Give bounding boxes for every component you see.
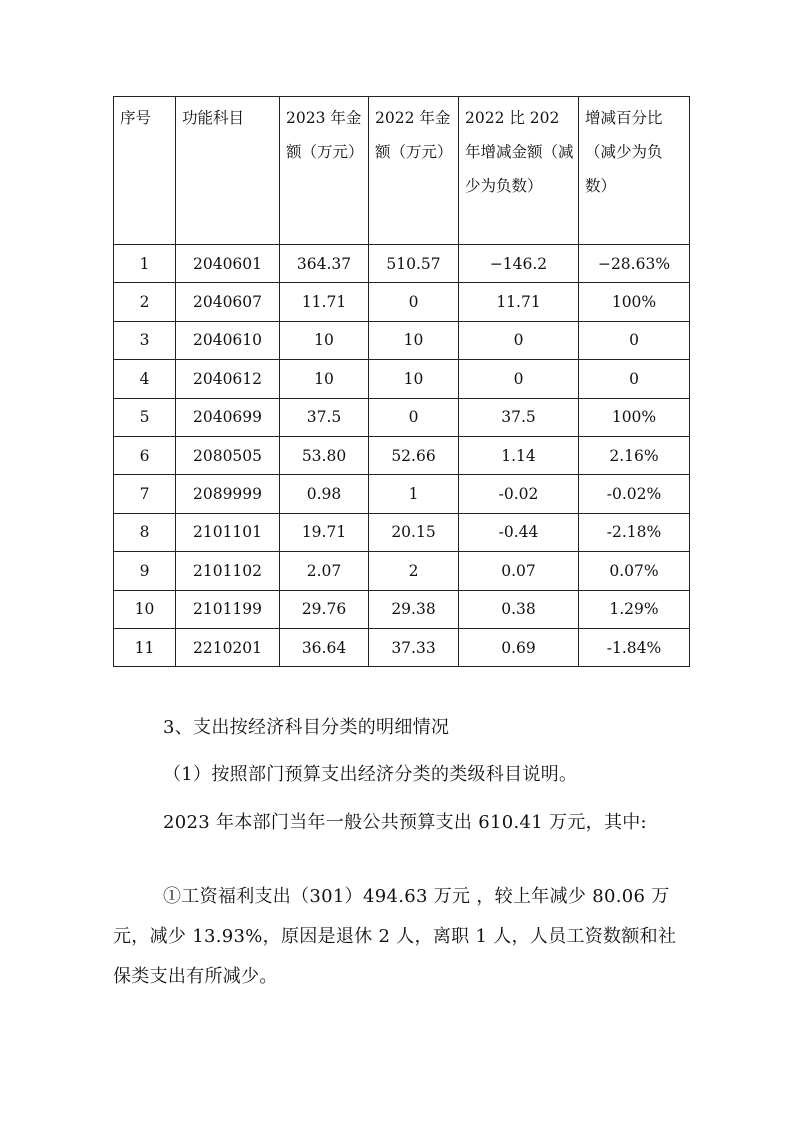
cell-2023-amount: 0.98 (280, 475, 369, 513)
cell-2023-amount: 364.37 (280, 245, 369, 283)
cell-index: 1 (114, 245, 176, 283)
table-row (114, 398, 690, 436)
table-row (114, 628, 690, 666)
cell-subject-code: 2040607 (176, 283, 280, 321)
cell-index: 10 (114, 590, 176, 628)
cell-2022-amount: 10 (369, 321, 459, 359)
cell-change-percent: −28.63% (579, 245, 690, 283)
table-row (114, 590, 690, 628)
cell-2022-amount: 52.66 (369, 436, 459, 474)
cell-subject-code: 2040699 (176, 398, 280, 436)
cell-2023-amount: 36.64 (280, 628, 369, 666)
header-2023-amount: 2023 年金额（万元） (280, 97, 369, 245)
cell-change-percent: 100% (579, 283, 690, 321)
header-change-percent: 增减百分比（减少为负数） (579, 97, 690, 245)
cell-subject-code: 2080505 (176, 436, 280, 474)
cell-2023-amount: 29.76 (280, 590, 369, 628)
budget-comparison-table (113, 96, 690, 667)
cell-index: 7 (114, 475, 176, 513)
cell-change-amount: 0 (459, 321, 579, 359)
table-row (114, 475, 690, 513)
cell-subject-code: 2040601 (176, 245, 280, 283)
cell-subject-code: 2040610 (176, 321, 280, 359)
cell-2022-amount: 10 (369, 360, 459, 398)
header-function-subject: 功能科目 (176, 97, 280, 245)
cell-index: 6 (114, 436, 176, 474)
cell-subject-code: 2089999 (176, 475, 280, 513)
cell-change-amount: 11.71 (459, 283, 579, 321)
cell-change-percent: -2.18% (579, 513, 690, 551)
cell-2022-amount: 29.38 (369, 590, 459, 628)
cell-change-percent: 0 (579, 321, 690, 359)
cell-2022-amount: 510.57 (369, 245, 459, 283)
cell-change-amount: 1.14 (459, 436, 579, 474)
cell-2022-amount: 37.33 (369, 628, 459, 666)
cell-2023-amount: 10 (280, 360, 369, 398)
cell-subject-code: 2101101 (176, 513, 280, 551)
cell-change-amount: -0.02 (459, 475, 579, 513)
cell-2022-amount: 20.15 (369, 513, 459, 551)
cell-change-percent: 100% (579, 398, 690, 436)
wages-paragraph: ①工资福利支出（301）494.63 万元 ，较上年减少 80.06 万元，减少 13.93%，原因是退休 2 人，离职 1 人，人员工资数额和社保类支出有所减少。 (113, 886, 677, 987)
cell-change-percent: -1.84% (579, 628, 690, 666)
cell-2022-amount: 0 (369, 283, 459, 321)
cell-change-percent: 0.07% (579, 552, 690, 590)
cell-index: 2 (114, 283, 176, 321)
cell-change-percent: 1.29% (579, 590, 690, 628)
table-row (114, 245, 690, 283)
cell-2023-amount: 10 (280, 321, 369, 359)
cell-2023-amount: 11.71 (280, 283, 369, 321)
cell-change-amount: 0 (459, 360, 579, 398)
summary-paragraph: 2023 年本部门当年一般公共预算支出 610.41 万元，其中: (163, 812, 647, 833)
cell-subject-code: 2210201 (176, 628, 280, 666)
cell-index: 11 (114, 628, 176, 666)
cell-2022-amount: 2 (369, 552, 459, 590)
table-row (114, 321, 690, 359)
header-2022-amount: 2022 年金额（万元） (369, 97, 459, 245)
cell-subject-code: 2040612 (176, 360, 280, 398)
table-header-row (114, 97, 690, 245)
cell-index: 4 (114, 360, 176, 398)
cell-2022-amount: 1 (369, 475, 459, 513)
header-index: 序号 (114, 97, 176, 245)
cell-2023-amount: 53.80 (280, 436, 369, 474)
table-row (114, 436, 690, 474)
section-heading: 3、支出按经济科目分类的明细情况 (163, 717, 450, 738)
cell-change-amount: 0.69 (459, 628, 579, 666)
cell-change-amount: −146.2 (459, 245, 579, 283)
cell-2023-amount: 19.71 (280, 513, 369, 551)
cell-index: 9 (114, 552, 176, 590)
cell-subject-code: 2101199 (176, 590, 280, 628)
cell-index: 3 (114, 321, 176, 359)
cell-change-percent: 2.16% (579, 436, 690, 474)
sub-heading: （1）按照部门预算支出经济分类的类级科目说明。 (163, 764, 578, 785)
table-row (114, 513, 690, 551)
cell-2023-amount: 2.07 (280, 552, 369, 590)
cell-subject-code: 2101102 (176, 552, 280, 590)
cell-2023-amount: 37.5 (280, 398, 369, 436)
table-row (114, 552, 690, 590)
cell-change-percent: 0 (579, 360, 690, 398)
cell-index: 5 (114, 398, 176, 436)
table-row (114, 360, 690, 398)
table-row (114, 283, 690, 321)
cell-change-amount: 37.5 (459, 398, 579, 436)
header-change-amount: 2022 比 202 年增减金额（减少为负数） (459, 97, 579, 245)
cell-change-amount: -0.44 (459, 513, 579, 551)
cell-change-amount: 0.07 (459, 552, 579, 590)
cell-change-percent: -0.02% (579, 475, 690, 513)
cell-change-amount: 0.38 (459, 590, 579, 628)
cell-index: 8 (114, 513, 176, 551)
cell-2022-amount: 0 (369, 398, 459, 436)
